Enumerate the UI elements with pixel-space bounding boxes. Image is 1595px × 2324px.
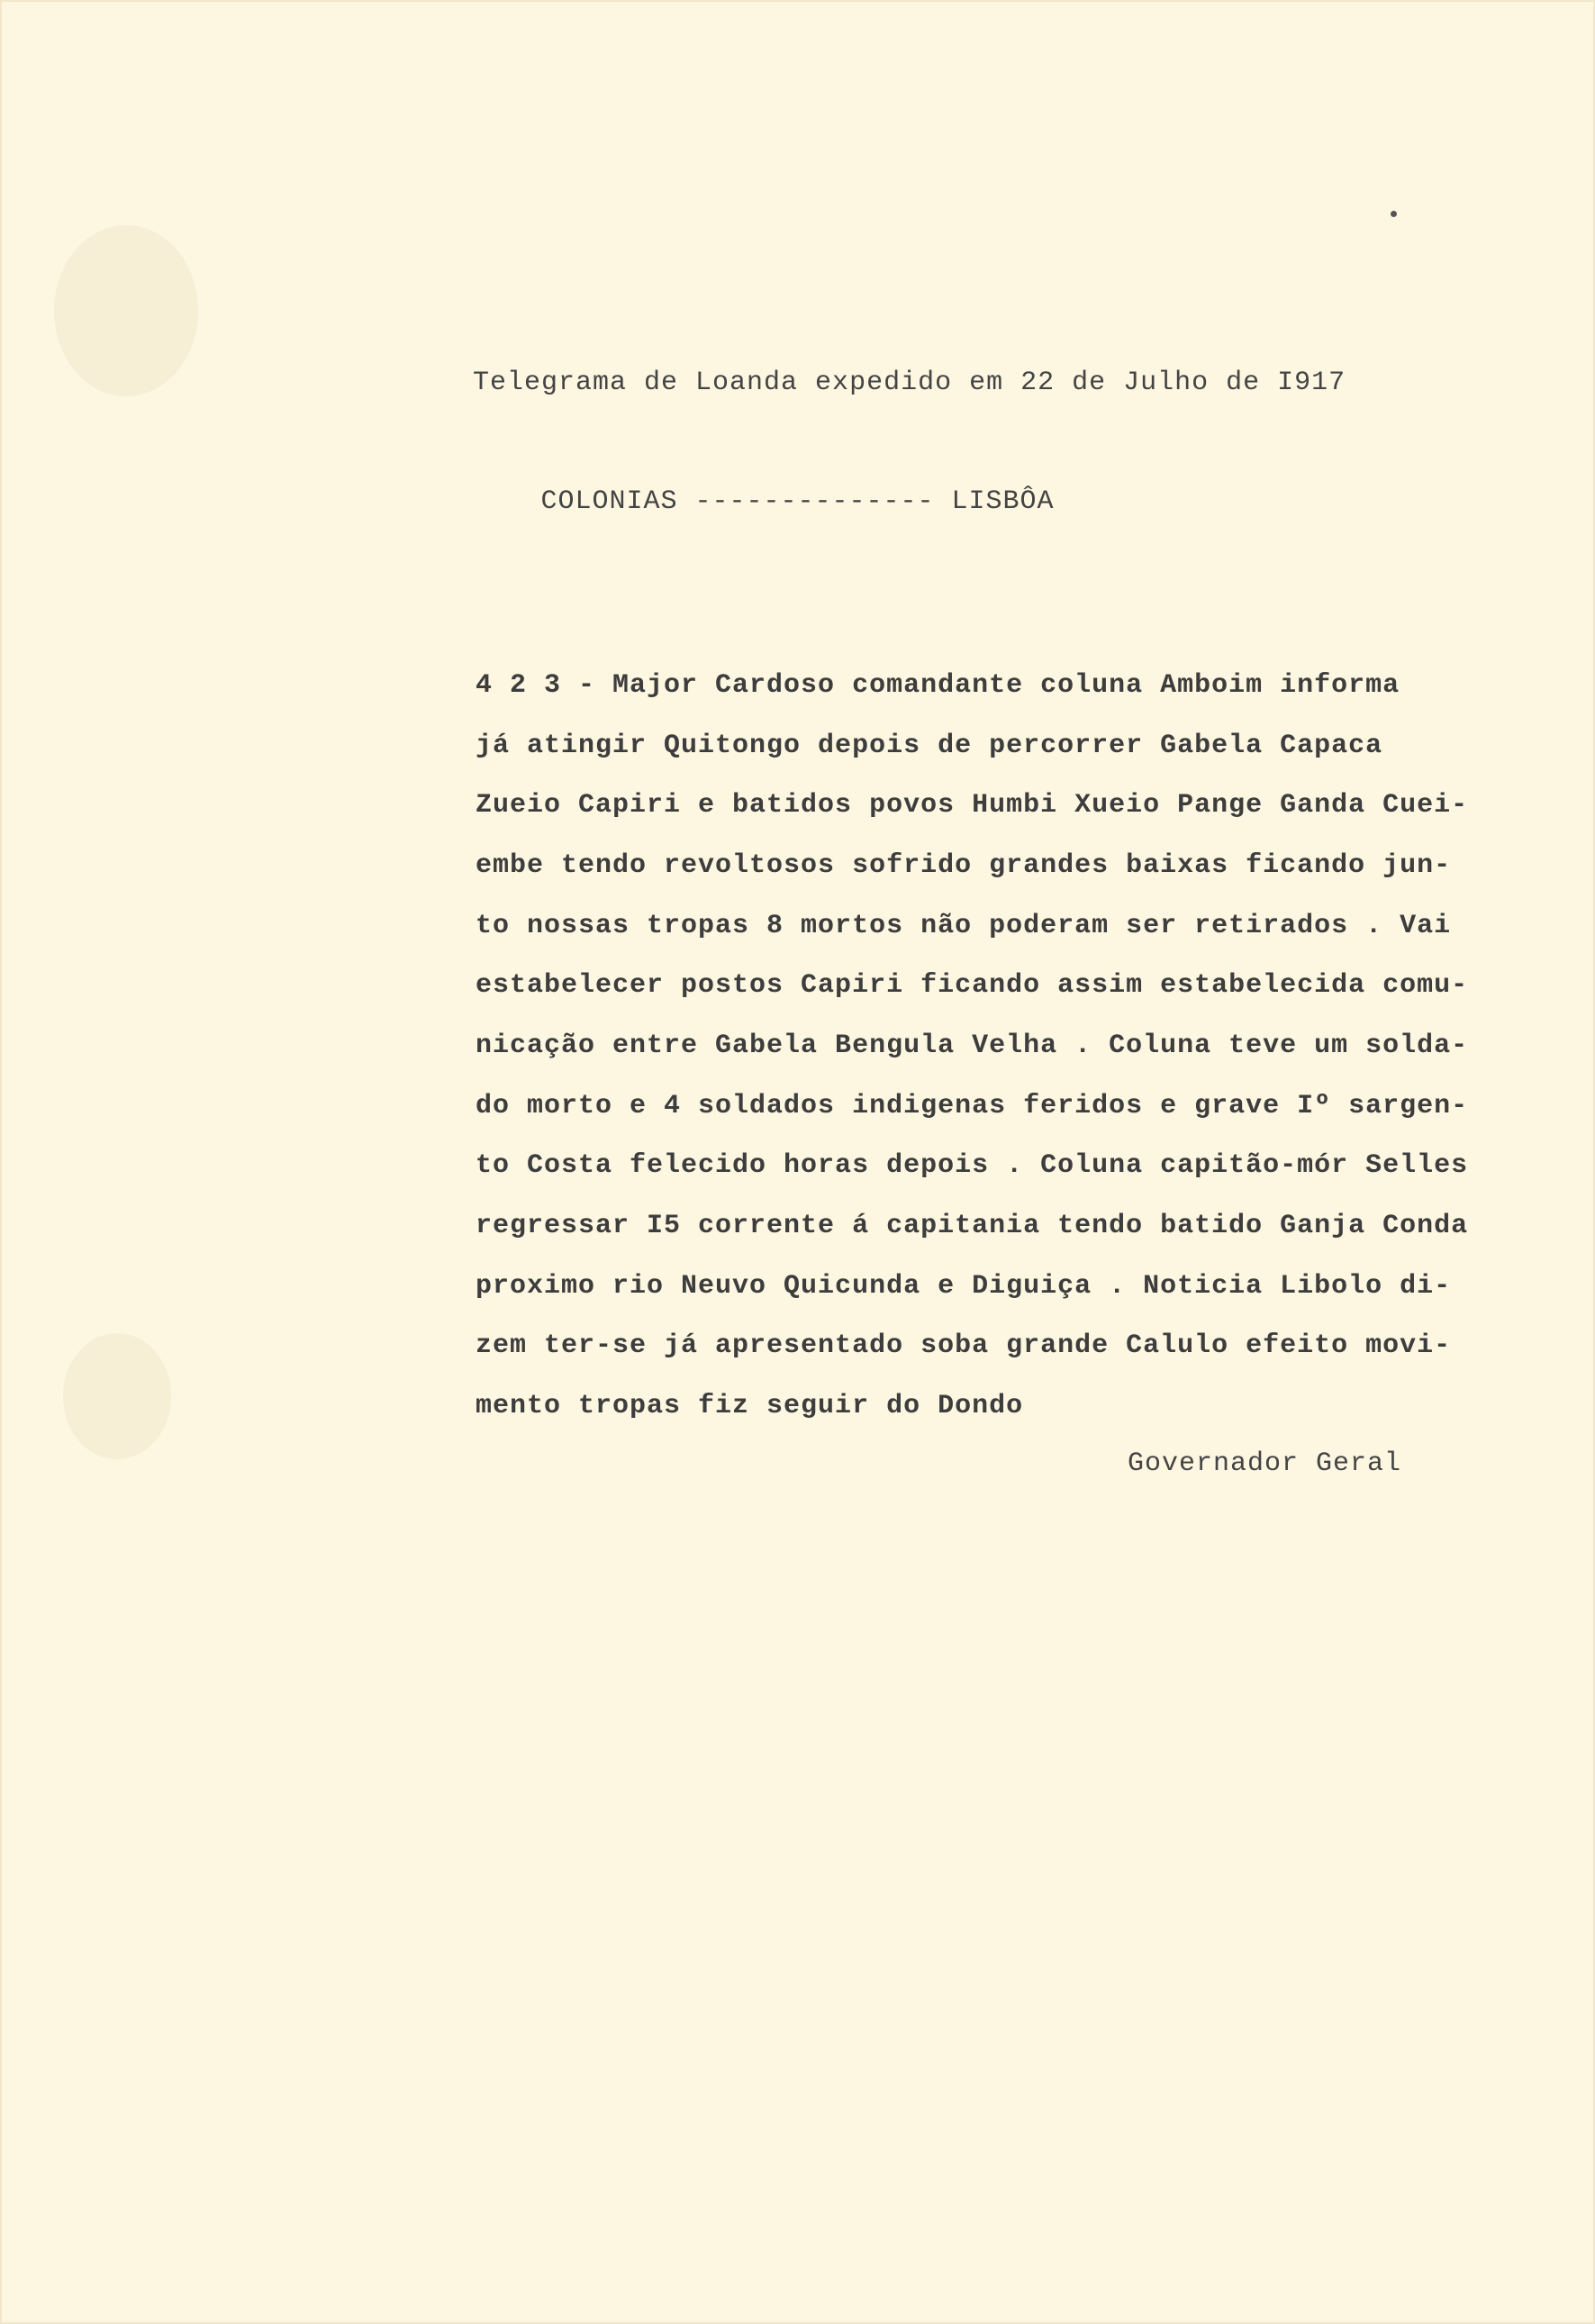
- body-line: to Costa felecido horas depois . Coluna capitão-mór Selles: [476, 1150, 1469, 1181]
- body-line: nicação entre Gabela Bengula Velha . Coluna teve um solda-: [476, 1030, 1469, 1061]
- body-line: embe tendo revoltosos sofrido grandes baixas ficando jun-: [476, 850, 1452, 881]
- body-line: já atingir Quitongo depois de percorrer Gabela Capaca: [476, 731, 1383, 761]
- body-line: Zueio Capiri e batidos povos Humbi Xueio Pange Ganda Cuei-: [476, 790, 1469, 821]
- body-line: regressar I5 corrente á capitania tendo batido Ganja Conda: [476, 1211, 1469, 1241]
- body-line: to nossas tropas 8 mortos não poderam ser retirados . Vai: [476, 911, 1452, 941]
- body-line: proximo rio Neuvo Quicunda e Diguiça . Noticia Libolo di-: [476, 1271, 1452, 1302]
- recipient-line: COLONIAS -------------- LISBÔA: [540, 486, 1055, 517]
- signature: Governador Geral: [1128, 1448, 1402, 1479]
- body-line: mento tropas fiz seguir do Dondo: [476, 1391, 1024, 1421]
- body-line: zem ter-se já apresentado soba grande Calulo efeito movi-: [476, 1330, 1452, 1361]
- body-line: 4 2 3 - Major Cardoso comandante coluna Amboim informa: [476, 670, 1400, 701]
- ink-dot: [1391, 211, 1397, 217]
- paper-stain: [63, 1333, 171, 1459]
- telegram-title: Telegrama de Loanda expedido em 22 de Julho de I917: [473, 368, 1346, 398]
- body-line: estabelecer postos Capiri ficando assim estabelecida comu-: [476, 970, 1469, 1001]
- paper-stain: [54, 225, 198, 396]
- body-line: do morto e 4 soldados indigenas feridos e grave Iº sargen-: [476, 1091, 1469, 1121]
